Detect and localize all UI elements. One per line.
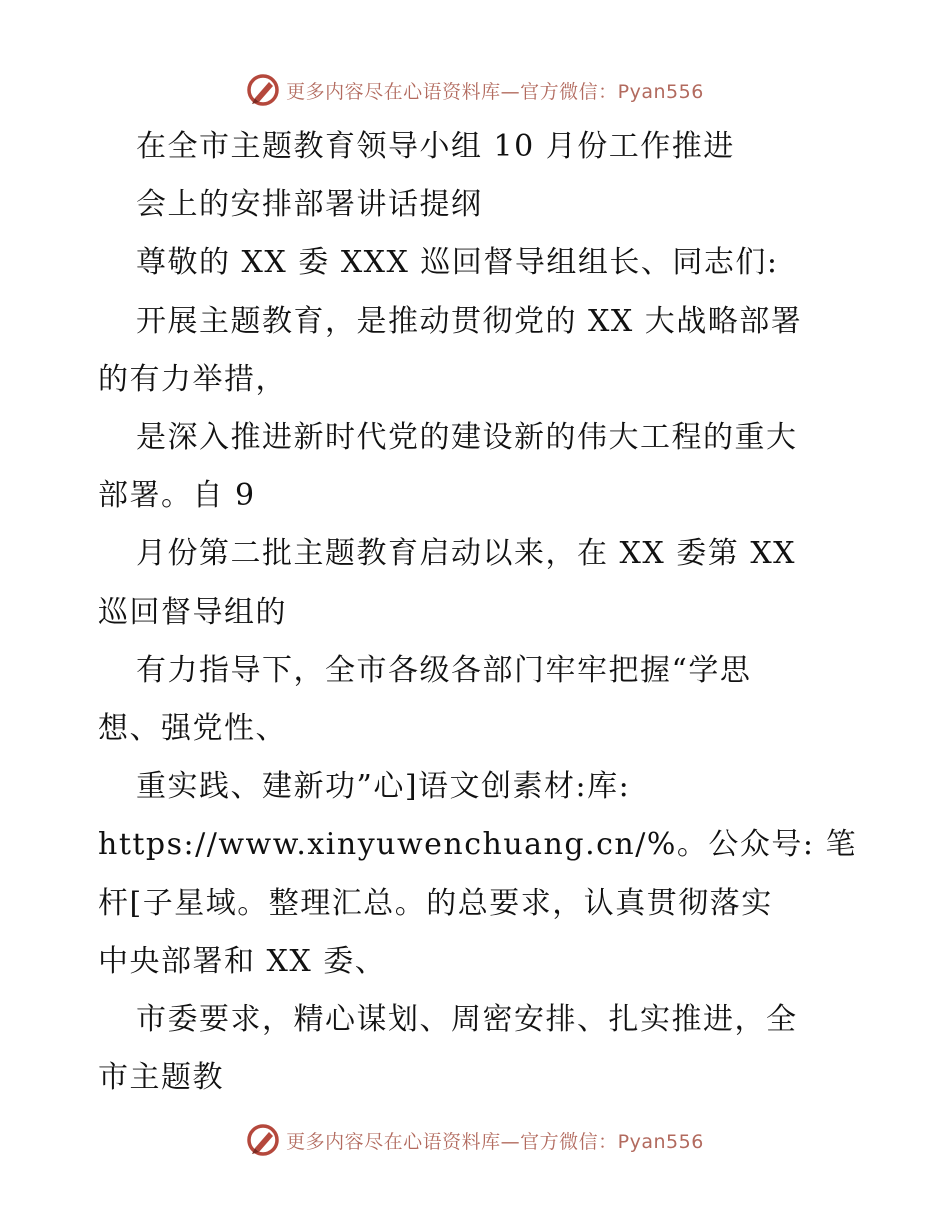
doc-line: 的有力举措， <box>98 361 287 397</box>
doc-paragraph <box>98 234 858 292</box>
doc-paragraph <box>98 642 858 758</box>
doc-paragraph <box>98 118 858 176</box>
footer-banner-text: 更多内容尽在心语资料库—官方微信：Pyan556 <box>286 1130 704 1153</box>
doc-paragraph <box>98 758 858 991</box>
doc-line: 市委要求，精心谋划、周密安排、扎实推进，全 <box>136 1002 798 1038</box>
doc-line: 巡回督导组的 <box>98 594 287 630</box>
pen-logo-icon <box>246 1123 280 1157</box>
doc-paragraph <box>98 176 858 234</box>
doc-line: 开展主题教育，是推动贯彻党的 XX 大战略部署 <box>136 303 803 339</box>
doc-paragraph <box>98 293 858 409</box>
header-banner-text: 更多内容尽在心语资料库—官方微信：Pyan556 <box>286 80 704 103</box>
doc-line: 月份第二批主题教育启动以来，在 XX 委第 XX <box>136 536 797 572</box>
pen-logo-icon <box>246 73 280 107</box>
doc-line: 在全市主题教育领导小组 10 月份工作推进 <box>136 129 735 164</box>
doc-line: 中央部署和 XX 委、 <box>98 943 387 979</box>
doc-paragraph <box>98 409 858 525</box>
doc-line: 部署。自 9 <box>98 478 256 514</box>
doc-line: 杆[子星域。整理汇总。的总要求，认真贯彻落实 <box>98 885 773 921</box>
doc-line: 会上的安排部署讲话提纲 <box>136 187 483 223</box>
doc-line: https://www.xinyuwenchuang.cn/%。公众号: 笔 <box>98 827 857 863</box>
doc-line: 市主题教 <box>98 1060 224 1096</box>
document-body <box>98 118 858 1107</box>
header-banner <box>0 70 950 110</box>
doc-line: 是深入推进新时代党的建设新的伟大工程的重大 <box>136 420 798 456</box>
doc-line: 有力指导下，全市各级各部门牢牢把握“学思 <box>136 652 752 688</box>
doc-line: 尊敬的 XX 委 XXX 巡回督导组组长、同志们: <box>136 245 779 281</box>
doc-paragraph <box>98 991 858 1107</box>
doc-paragraph <box>98 525 858 641</box>
footer-banner <box>0 1120 950 1160</box>
doc-line: 想、强党性、 <box>98 711 287 747</box>
doc-line: 重实践、建新功”心]语文创素材:库: <box>136 769 631 805</box>
